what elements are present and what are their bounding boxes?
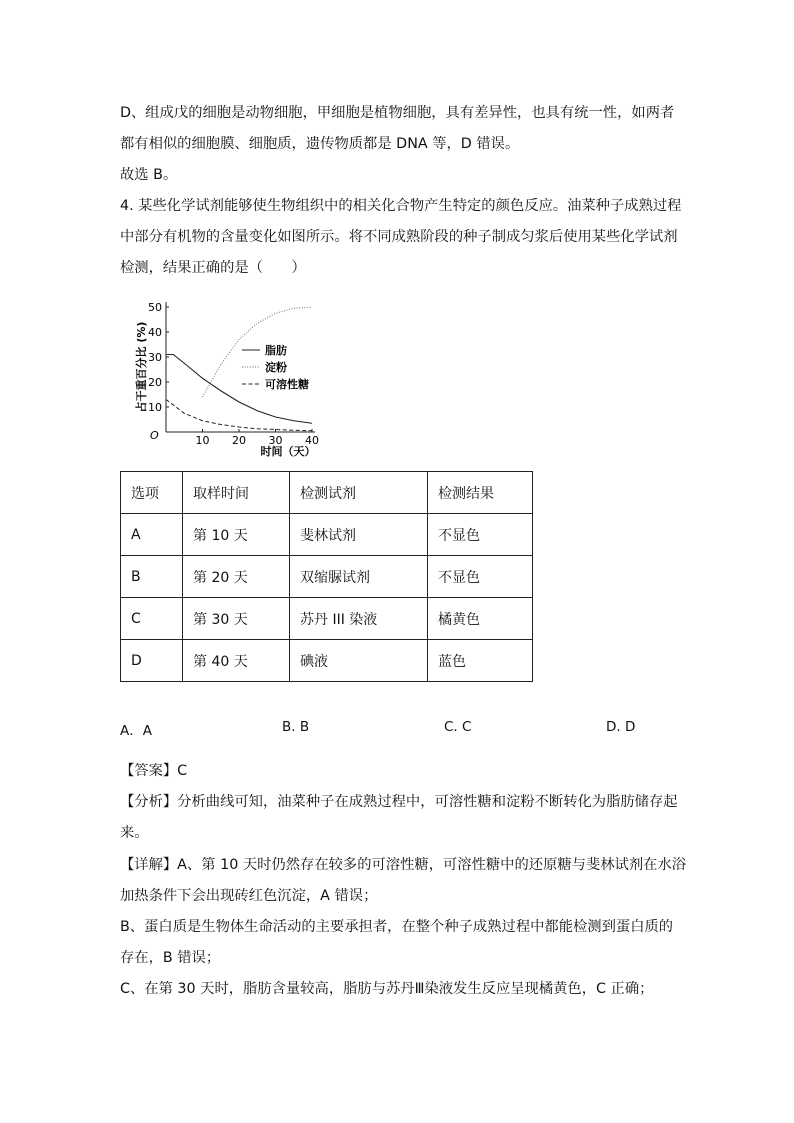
table-cell: 第 10 天	[183, 514, 290, 556]
choice-b: B. B	[282, 719, 310, 735]
paragraph-d-line1: D、组成戊的细胞是动物细胞，甲细胞是植物细胞，具有差异性，也具有统一性，如两者	[120, 105, 675, 121]
y-tick-label: 20	[148, 376, 162, 389]
question-line3: 检测，结果正确的是（ ）	[120, 260, 306, 276]
analysis-line2: 来。	[120, 825, 149, 841]
table-cell: 橘黄色	[428, 598, 533, 640]
y-axis-label: 占干重百分比 (%)	[135, 321, 148, 413]
table-cell: 第 40 天	[183, 640, 290, 682]
detail-line5: C、在第 30 天时，脂肪含量较高，脂肪与苏丹Ⅲ染液发生反应呈现橘黄色，C 正确；	[120, 981, 654, 997]
table-row	[121, 640, 533, 682]
line-chart	[135, 292, 340, 464]
legend-label: 脂肪	[265, 344, 287, 357]
y-tick-label: 10	[148, 401, 162, 414]
header-cell: 选项	[121, 472, 183, 514]
choice-d: D. D	[606, 719, 636, 735]
detail-line2: 加热条件下会出现砖红色沉淀，A 错误；	[120, 888, 378, 904]
table-cell: C	[121, 598, 183, 640]
choice-c: C. C	[444, 719, 472, 735]
table-cell: 第 30 天	[183, 598, 290, 640]
question-line2: 中部分有机物的含量变化如图所示。将不同成熟阶段的种子制成匀浆后使用某些化学试剂	[120, 229, 678, 245]
table-cell: A	[121, 514, 183, 556]
question-line1: 4. 某些化学试剂能够使生物组织中的相关化合物产生特定的颜色反应。油菜种子成熟过程	[120, 198, 682, 214]
header-cell: 检测结果	[428, 472, 533, 514]
legend-label: 可溶性糖	[265, 378, 309, 391]
origin-label: O	[150, 429, 159, 442]
table-cell: 碘液	[290, 640, 428, 682]
y-tick-label: 50	[148, 301, 162, 314]
table-cell: D	[121, 640, 183, 682]
legend-label: 淀粉	[265, 361, 287, 374]
answer-line: 【答案】C	[120, 763, 188, 779]
analysis-line1: 【分析】分析曲线可知，油菜种子在成熟过程中，可溶性糖和淀粉不断转化为脂肪储存起	[120, 794, 678, 810]
table-cell: 蓝色	[428, 640, 533, 682]
header-cell: 取样时间	[183, 472, 290, 514]
table-cell: 不显色	[428, 514, 533, 556]
detail-line4: 存在，B 错误；	[120, 950, 221, 966]
table-cell: 斐林试剂	[290, 514, 428, 556]
options-table	[120, 471, 533, 682]
paragraph-d-line2: 都有相似的细胞膜、细胞质，遗传物质都是 DNA 等，D 错误。	[120, 136, 520, 152]
table-cell: 不显色	[428, 556, 533, 598]
table-row	[121, 514, 533, 556]
table-row	[121, 556, 533, 598]
x-tick-label: 20	[232, 434, 246, 447]
series-line-3	[166, 400, 312, 431]
table-cell: 双缩脲试剂	[290, 556, 428, 598]
table-cell: B	[121, 556, 183, 598]
detail-line1: 【详解】A、第 10 天时仍然存在较多的可溶性糖，可溶性糖中的还原糖与斐林试剂在水浴	[120, 857, 687, 873]
header-cell: 检测试剂	[290, 472, 428, 514]
table-header-row	[121, 472, 533, 514]
x-axis-label: 时间（天）	[260, 445, 316, 458]
x-tick-label: 40	[305, 434, 319, 447]
y-tick-label: 30	[148, 351, 162, 364]
y-tick-label: 40	[148, 326, 162, 339]
detail-line3: B、蛋白质是生物体生命活动的主要承担者，在整个种子成熟过程中都能检测到蛋白质的	[120, 919, 674, 935]
x-tick-label: 30	[268, 434, 283, 447]
choice-a: A．A	[120, 723, 152, 739]
choose-line: 故选 B。	[120, 167, 178, 183]
table-cell: 苏丹 III 染液	[290, 598, 428, 640]
x-tick-label: 10	[195, 434, 210, 447]
table-cell: 第 20 天	[183, 556, 290, 598]
table-row	[121, 598, 533, 640]
